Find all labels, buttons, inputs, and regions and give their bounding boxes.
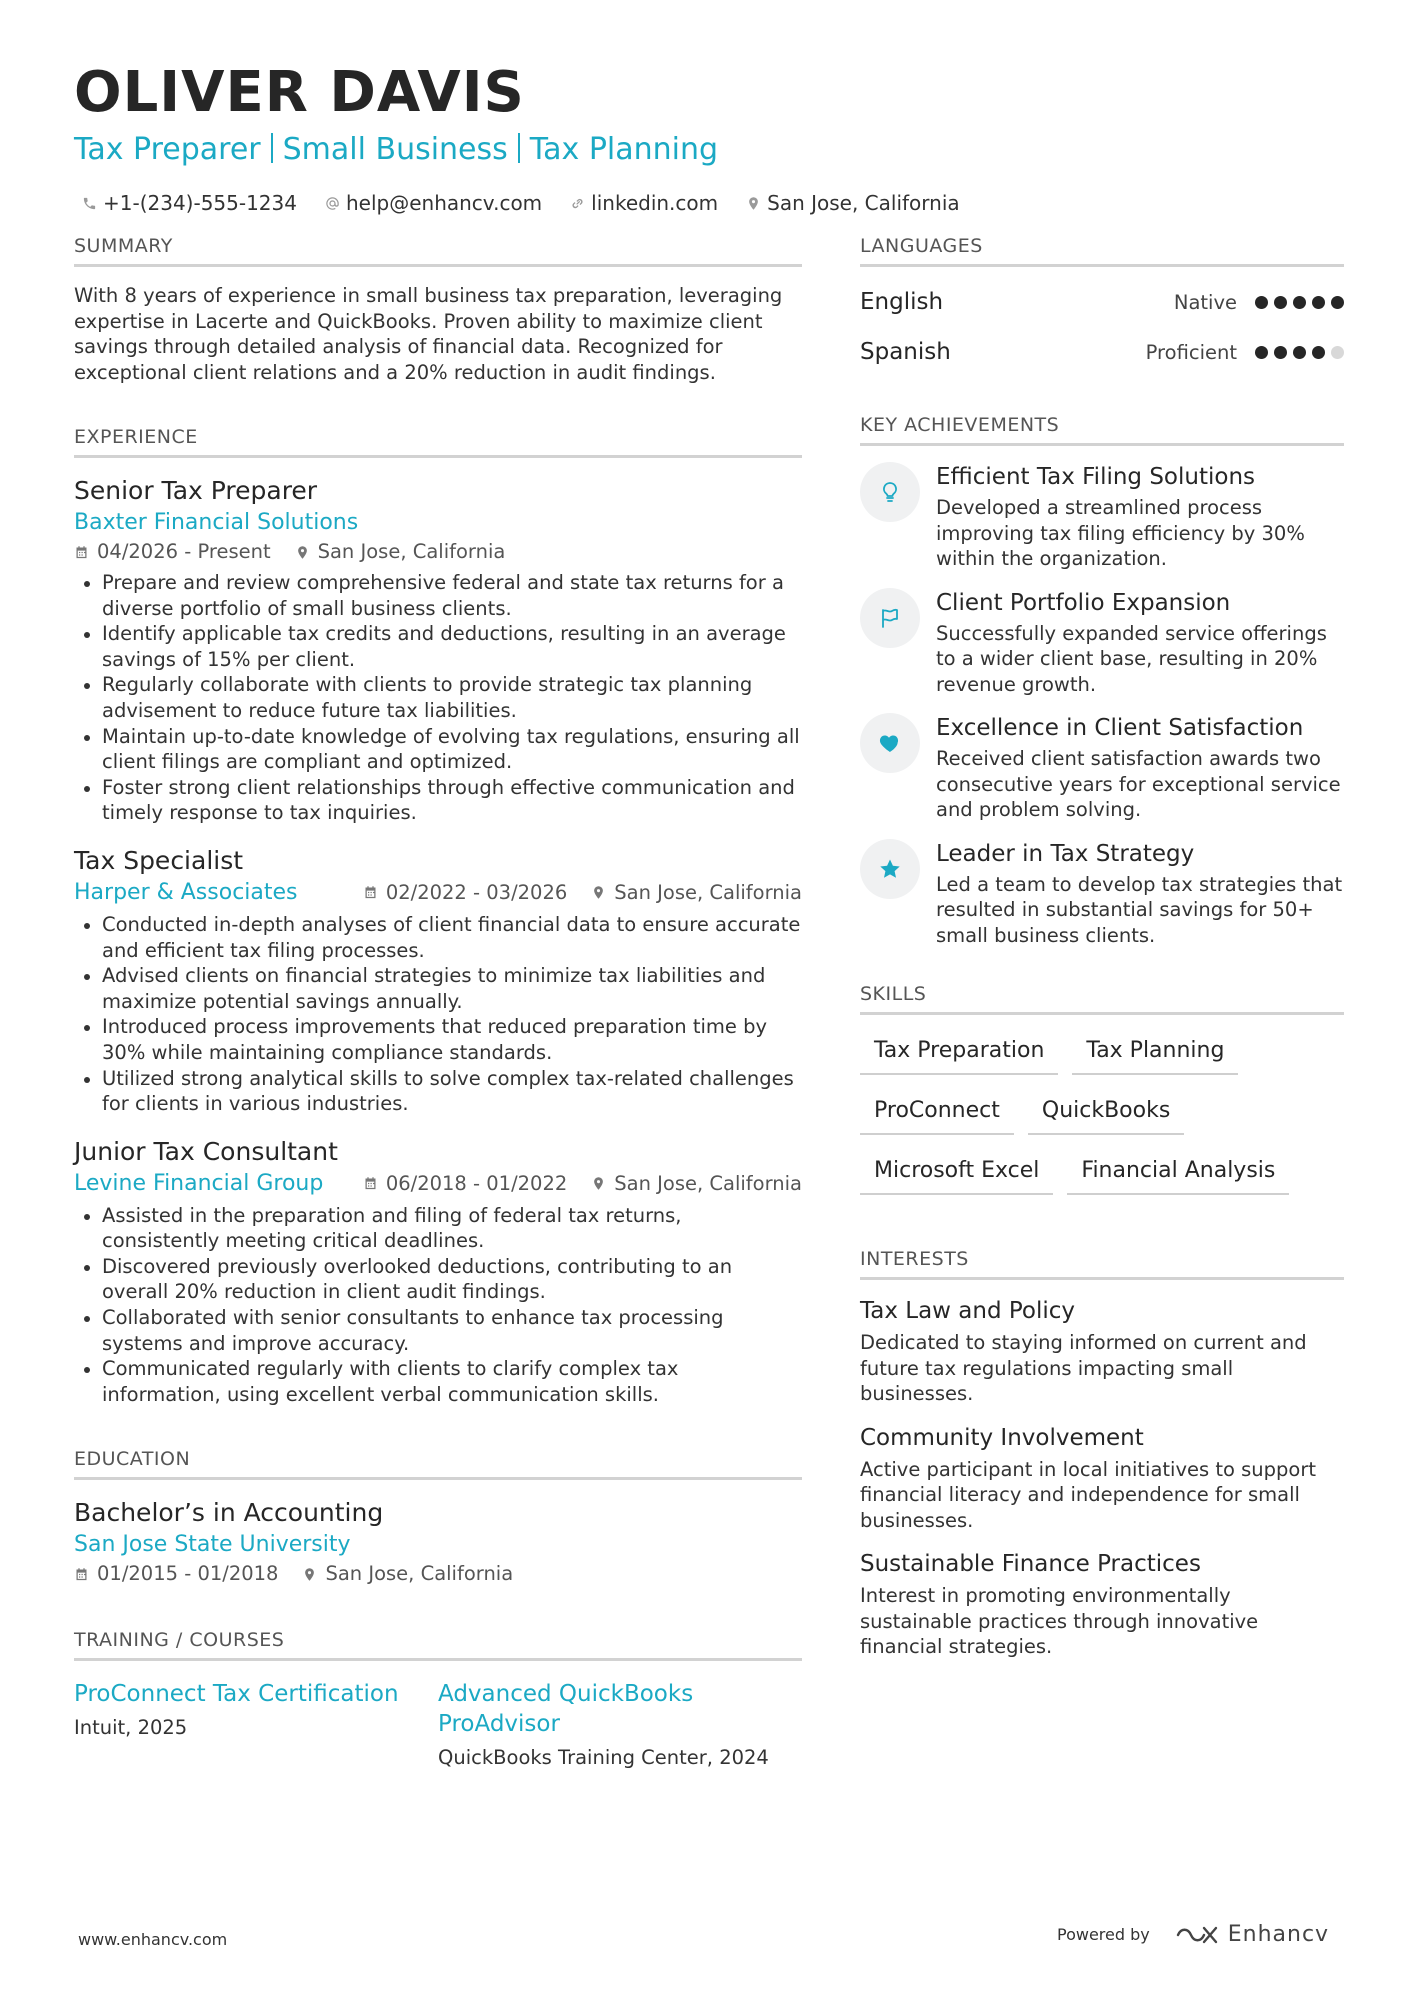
company-name: Levine Financial Group [74,1170,324,1196]
training-title: Advanced QuickBooks ProAdvisor [438,1681,694,1738]
contact-email[interactable] [325,190,542,216]
job-location [591,1170,802,1198]
job-bullet: Assisted in the preparation and filing of federal tax returns, consistently meeting critical deadlines. [74,1203,802,1254]
interest-desc: Active participant in local initiatives to support financial literacy and independence for small businesses. [860,1457,1317,1532]
interest-item [860,1423,1344,1534]
job-location-text: San Jose, California [614,1171,802,1195]
achievement-desc: Led a team to develop tax strategies that resulted in substantial savings for 50+ small business clients. [936,872,1343,947]
linkedin-text: linkedin.com [591,191,719,215]
job-location-text: San Jose, California [614,880,802,904]
interest-title: Sustainable Finance Practices [860,1551,1201,1577]
skill-tag: QuickBooks [1028,1089,1184,1135]
resume-header [74,58,1344,216]
achievement-icon-wrap [860,588,920,648]
achievement-item [860,588,1344,698]
achievement-item [860,713,1344,823]
education-location-text: San Jose, California [325,1562,514,1586]
job-bullet: Conducted in-depth analyses of client financial data to ensure accurate and efficient tax filing processes. [74,912,802,963]
skill-tag: Tax Preparation [860,1029,1058,1075]
education-dates-text: 01/2015 - 01/2018 [97,1562,279,1586]
skill-tag: Microsoft Excel [860,1149,1053,1195]
training-section [74,1628,802,1773]
rating-dot [1312,346,1325,359]
training-title: ProConnect Tax Certification [74,1681,399,1708]
education-section [74,1447,802,1588]
summary-section [74,234,802,385]
education-location [302,1560,513,1588]
company-meta-row [74,1169,802,1199]
contact-phone[interactable] [82,190,297,216]
language-name: Spanish [860,339,951,365]
education-entry [74,1496,802,1588]
job-location [295,538,506,566]
job-dates-text: 02/2022 - 03/2026 [385,880,568,904]
training-provider: Intuit, 2025 [74,1716,188,1740]
degree-title: Bachelor’s in Accounting [74,1498,384,1528]
email-text: help@enhancv.com [345,191,543,215]
job-meta [363,1170,802,1198]
job-bullets [74,912,802,1117]
section-title: TRAINING / COURSES [74,1628,802,1661]
phone-icon [82,196,97,211]
rating-dot [1331,346,1344,359]
interest-desc: Interest in promoting environmentally sustainable practices through innovative financial strategies. [860,1584,1259,1658]
rating-dot [1274,346,1287,359]
achievement-icon-wrap [860,462,920,522]
achievement-body [936,588,1344,698]
job-bullet: Discovered previously overlooked deductions, contributing to an overall 20% reduction in client audit findings. [74,1254,802,1305]
section-title: SKILLS [860,982,1344,1015]
job-bullet: Communicated regularly with clients to clarify complex tax information, using excellent verbal communication skills. [74,1356,802,1407]
achievement-title: Excellence in Client Satisfaction [936,715,1304,741]
job-bullet: Introduced process improvements that reduced preparation time by 30% while maintaining compliance standards. [74,1014,802,1065]
language-row [860,327,1344,377]
footer-website[interactable]: www.enhancv.com [78,1930,228,1949]
flag-icon [878,606,902,630]
job-bullet: Foster strong client relationships through effective communication and timely response to tax inquiries. [74,775,802,826]
job-dates [363,879,567,907]
section-title: LANGUAGES [860,234,1344,267]
location-pin-icon [746,196,761,211]
contact-location [746,190,960,216]
experience-entry [74,1135,802,1408]
job-meta [74,538,802,566]
interest-title: Tax Law and Policy [860,1298,1076,1324]
location-pin-icon [302,1567,317,1582]
achievement-desc: Received client satisfaction awards two consecutive years for exceptional service and problem solving. [936,747,1341,821]
section-title: SUMMARY [74,234,802,267]
right-column [860,234,1344,1660]
tagline-focus: Small Business [282,132,508,167]
candidate-name: OLIVER DAVIS [74,60,525,125]
experience-section [74,425,802,1407]
section-title: KEY ACHIEVEMENTS [860,413,1344,446]
job-bullet: Regularly collaborate with clients to provide strategic tax planning advisement to reduce future tax liabilities. [74,672,802,723]
job-bullet: Collaborated with senior consultants to enhance tax processing systems and improve accuracy. [74,1305,802,1356]
job-bullet: Maintain up-to-date knowledge of evolving tax regulations, ensuring all client filings are compliant and optimized. [74,724,802,775]
lightbulb-icon [878,480,902,504]
language-name: English [860,289,944,315]
brand-name: Enhancv [1227,1922,1330,1947]
skill-tag: Financial Analysis [1067,1149,1289,1195]
experience-entry [74,844,802,1117]
phone-text: +1-(234)-555-1234 [103,191,297,215]
tagline-role: Tax Preparer [74,132,261,167]
job-dates-text: 04/2026 - Present [97,540,271,563]
language-level: Native [1173,290,1237,314]
calendar-icon [74,1567,89,1582]
job-title: Junior Tax Consultant [74,1136,338,1166]
interest-item [860,1549,1344,1660]
enhancv-logo-icon [1174,1923,1220,1947]
rating-dot [1274,296,1287,309]
interest-desc: Dedicated to staying informed on current and future tax regulations impacting small businesses. [860,1331,1307,1405]
achievement-title: Client Portfolio Expansion [936,589,1231,616]
job-dates [363,1170,567,1198]
tagline [74,130,1344,170]
left-column [74,234,802,1773]
brand-logo[interactable] [1174,1922,1329,1947]
section-title: INTERESTS [860,1247,1344,1280]
location-pin-icon [295,545,310,560]
contact-row [74,190,1344,216]
job-title: Tax Specialist [74,845,244,875]
section-title: EXPERIENCE [74,425,802,458]
achievement-item [860,462,1344,572]
heart-icon [878,731,902,755]
experience-entry [74,474,802,826]
job-bullet: Identify applicable tax credits and deductions, resulting in an average savings of 15% per client. [74,621,802,672]
calendar-icon [74,545,89,560]
achievement-body [936,839,1344,949]
job-meta [363,879,802,907]
skills-section [860,982,1344,1195]
rating-dot [1255,296,1268,309]
achievement-desc: Developed a streamlined process improving tax filing efficiency by 30% within the organization. [936,496,1305,570]
skill-tag: ProConnect [860,1089,1014,1135]
skill-tags [860,1029,1344,1195]
powered-by-label: Powered by [1057,1925,1150,1944]
language-rating [1255,346,1344,359]
section-title: EDUCATION [74,1447,802,1480]
interest-item [860,1296,1344,1407]
education-dates [74,1560,278,1588]
achievement-body [936,462,1344,572]
rating-dot [1312,296,1325,309]
achievement-desc: Successfully expanded service offerings to a wider client base, resulting in 20% revenue growth. [936,621,1327,696]
star-icon [878,857,902,881]
language-rating [1255,296,1344,309]
job-bullet: Advised clients on financial strategies to minimize tax liabilities and maximize potential savings annually. [74,963,802,1014]
interests-section [860,1247,1344,1660]
job-bullets [74,570,802,826]
job-title: Senior Tax Preparer [74,476,318,505]
location-text: San Jose, California [767,191,960,215]
training-entry [438,1679,802,1773]
language-row [860,277,1344,327]
rating-dot [1331,296,1344,309]
rating-dot [1255,346,1268,359]
company-name: Baxter Financial Solutions [74,510,359,535]
achievement-icon-wrap [860,713,920,773]
company-meta-row [74,878,802,908]
training-list [74,1679,802,1773]
footer-branding [1057,1922,1329,1947]
skill-tag: Tax Planning [1072,1029,1238,1075]
job-location-text: San Jose, California [317,540,506,563]
school-name: San Jose State University [74,1532,351,1558]
achievements-section [860,413,1344,948]
job-location [591,879,802,907]
achievement-title: Leader in Tax Strategy [936,840,1195,867]
tagline-separator [271,133,273,163]
tagline-specialty: Tax Planning [529,132,719,167]
link-icon [570,196,585,211]
achievement-title: Efficient Tax Filing Solutions [936,464,1256,490]
job-bullet: Utilized strong analytical skills to solve complex tax-related challenges for clients in various industries. [74,1066,802,1117]
language-list [860,277,1344,377]
calendar-icon [363,885,378,900]
training-entry [74,1679,438,1773]
achievement-body [936,713,1344,823]
rating-dot [1293,296,1306,309]
rating-dot [1293,346,1306,359]
job-dates-text: 06/2018 - 01/2022 [385,1171,568,1195]
language-level: Proficient [1145,340,1237,364]
at-icon [325,196,340,211]
achievement-icon-wrap [860,839,920,899]
location-pin-icon [591,885,606,900]
contact-linkedin[interactable] [570,190,718,216]
interest-title: Community Involvement [860,1424,1144,1451]
tagline-separator [518,133,520,163]
job-bullets [74,1203,802,1408]
education-meta [74,1560,802,1588]
achievement-item [860,839,1344,949]
languages-section [860,234,1344,377]
company-name: Harper & Associates [74,879,298,905]
summary-text: With 8 years of experience in small business tax preparation, leveraging expertise in Lacerte and QuickBooks. Proven ability to maximize client savings through detailed analysis of financial data. Recognized for exceptional client relations and a 20% reduction in audit findings. [74,284,783,384]
location-pin-icon [591,1176,606,1191]
job-dates [74,538,271,566]
job-bullet: Prepare and review comprehensive federal and state tax returns for a diverse portfolio of small business clients. [74,570,802,621]
calendar-icon [363,1176,378,1191]
training-provider: QuickBooks Training Center, 2024 [438,1746,769,1770]
